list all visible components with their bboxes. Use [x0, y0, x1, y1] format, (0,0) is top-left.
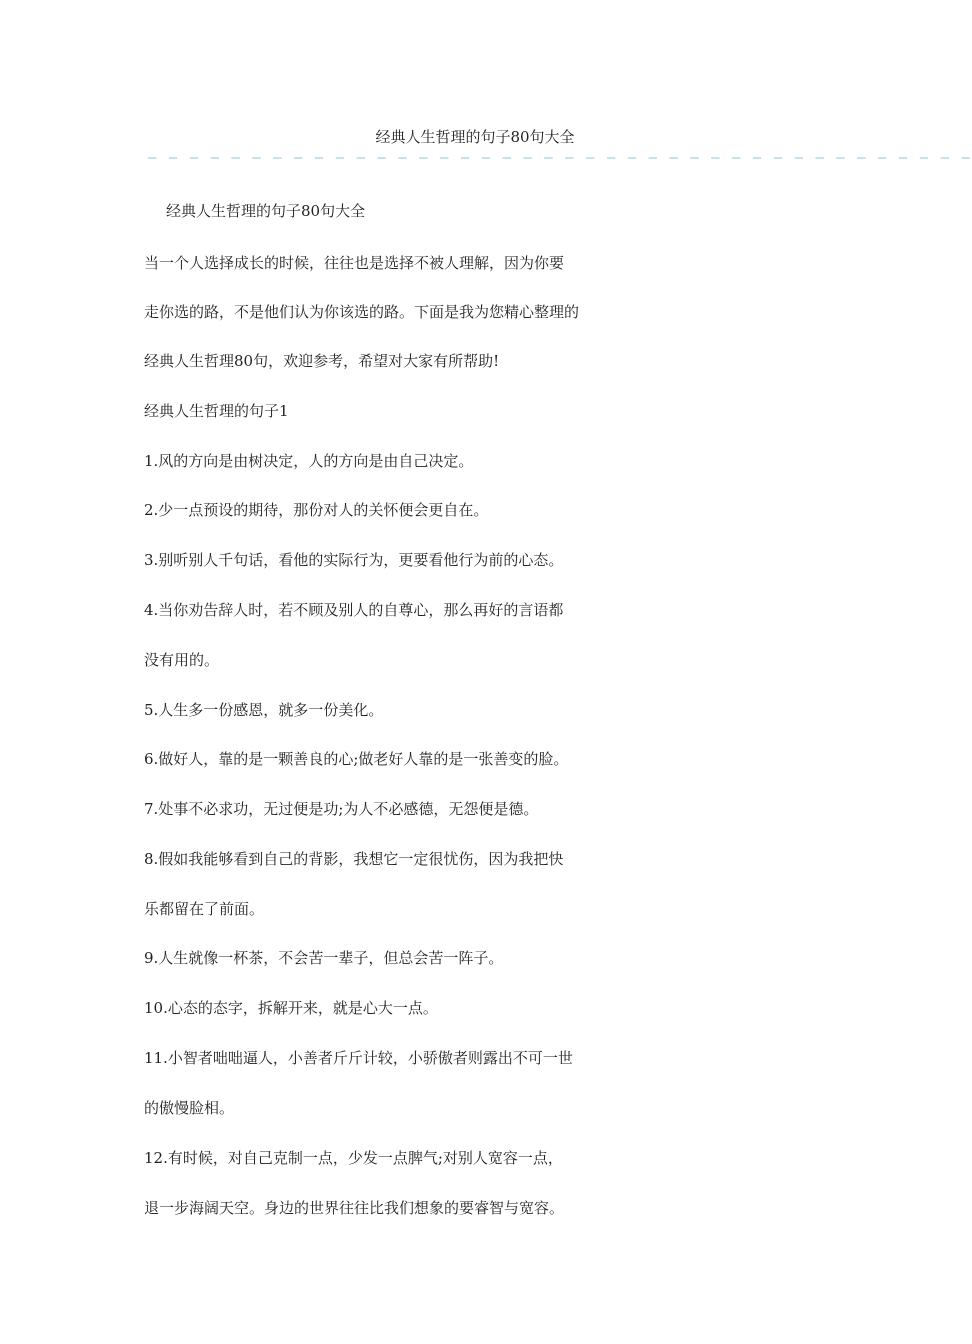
list-item: 8.假如我能够看到自己的背影，我想它一定很忧伤，因为我把快 — [144, 850, 564, 868]
list-item: 2.少一点预设的期待，那份对人的关怀便会更自在。 — [144, 501, 489, 519]
list-item: 3.别听别人千句话，看他的实际行为，更要看他行为前的心态。 — [144, 551, 564, 569]
subheading: 经典人生哲理的句子1 — [144, 402, 289, 420]
list-item: 7.处事不必求功，无过便是功;为人不必感德，无怨便是德。 — [144, 800, 539, 818]
list-item: 1.风的方向是由树决定，人的方向是由自己决定。 — [144, 452, 474, 470]
list-item: 10.心态的态字，拆解开来，就是心大一点。 — [144, 999, 438, 1017]
list-item: 12.有时候，对自己克制一点，少发一点脾气;对别人宽容一点， — [144, 1149, 563, 1167]
section-heading: 经典人生哲理的句子80句大全 — [166, 202, 366, 220]
paragraph-line: 当一个人选择成长的时候，往往也是选择不被人理解，因为你要 — [144, 254, 565, 272]
title-divider: — — — — — — — — — — — — — — — — — — — — — — — — — — — — — — — — — — — — — — — — — [148, 150, 972, 166]
list-item: 11.小智者咄咄逼人，小善者斤斤计较，小骄傲者则露出不可一世 — [144, 1049, 573, 1067]
document-title: 经典人生哲理的句子80句大全 — [375, 128, 575, 146]
list-item: 4.当你劝告辞人时，若不顾及别人的自尊心，那么再好的言语都 — [144, 601, 564, 619]
list-item: 6.做好人，靠的是一颗善良的心;做老好人靠的是一张善变的脸。 — [144, 750, 569, 768]
list-item-continuation: 退一步海阔天空。身边的世界往往比我们想象的要睿智与宽容。 — [144, 1199, 565, 1217]
paragraph-line: 走你选的路，不是他们认为你该选的路。下面是我为您精心整理的 — [144, 303, 580, 321]
list-item-continuation: 的傲慢脸相。 — [144, 1099, 235, 1117]
list-item: 5.人生多一份感恩，就多一份美化。 — [144, 701, 384, 719]
list-item-continuation: 乐都留在了前面。 — [144, 900, 265, 918]
list-item: 9.人生就像一杯茶，不会苦一辈子，但总会苦一阵子。 — [144, 949, 504, 967]
list-item-continuation: 没有用的。 — [144, 651, 220, 669]
paragraph-line: 经典人生哲理80句，欢迎参考，希望对大家有所帮助! — [144, 352, 500, 370]
